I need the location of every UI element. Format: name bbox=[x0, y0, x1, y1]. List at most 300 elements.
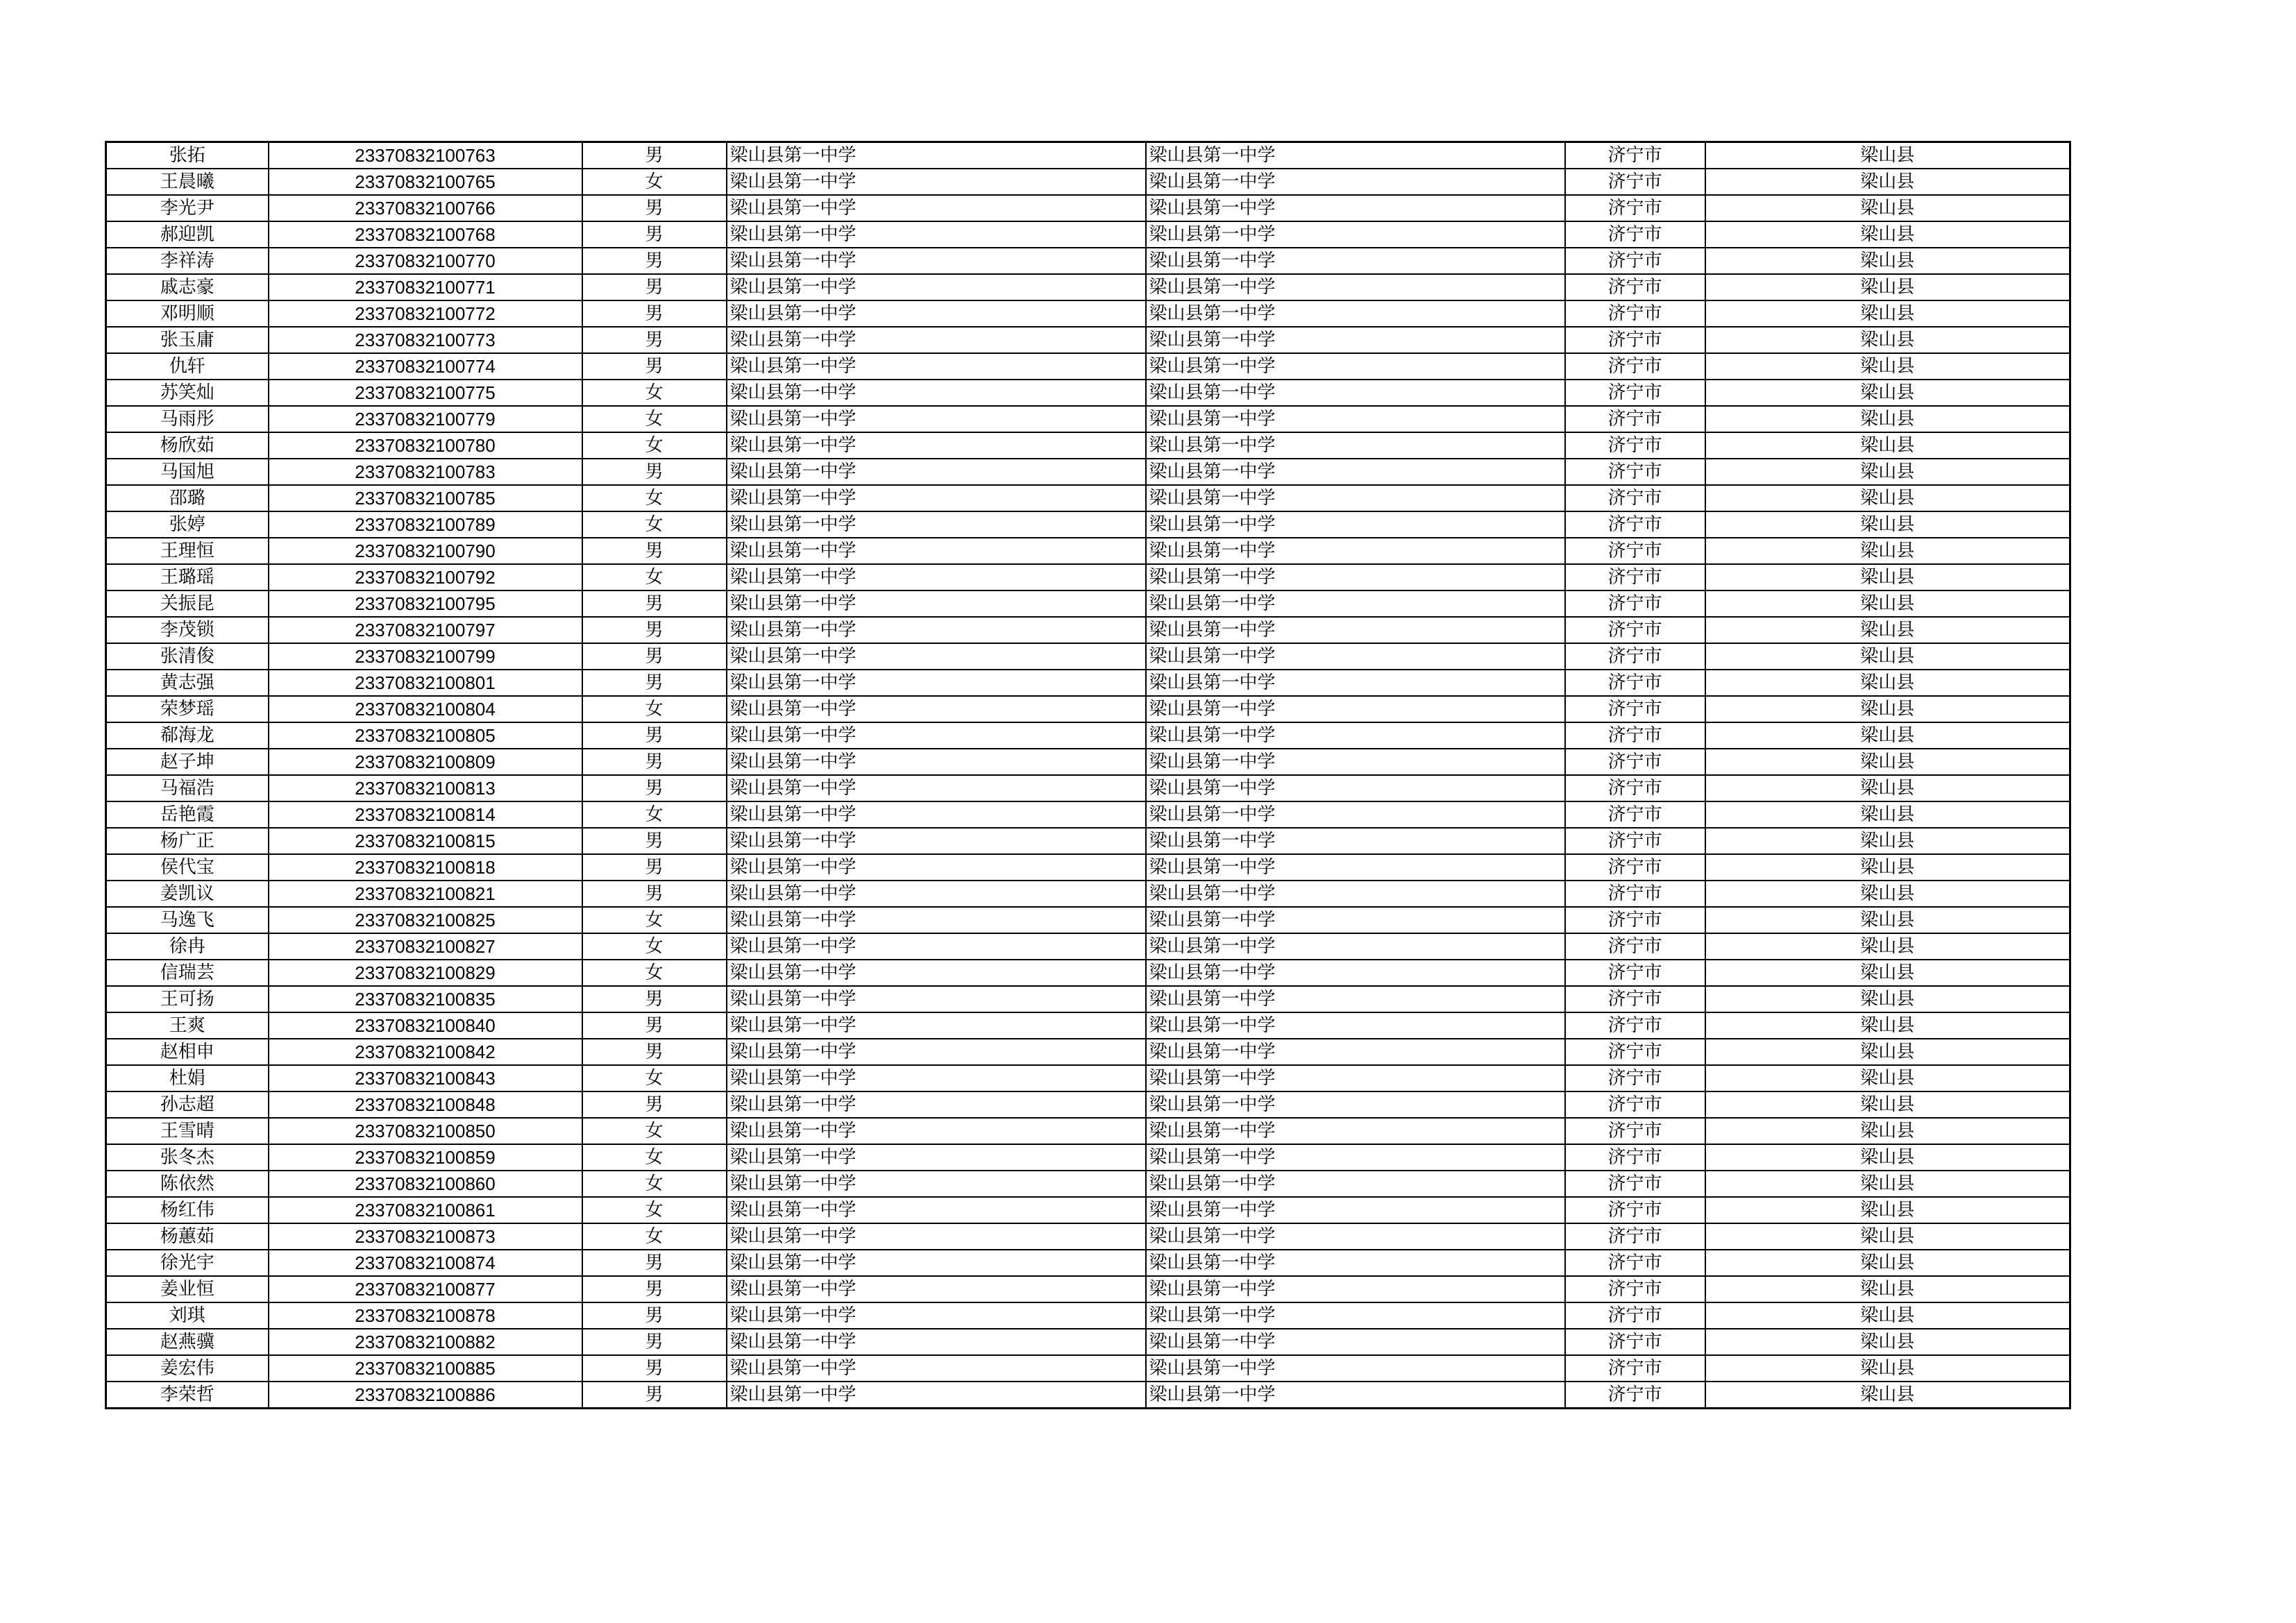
gender-cell: 男 bbox=[582, 643, 727, 670]
county-cell: 梁山县 bbox=[1705, 1065, 2070, 1091]
name-cell: 姜凯议 bbox=[106, 881, 269, 907]
school-cell: 梁山县第一中学 bbox=[727, 564, 1146, 590]
name-cell: 信瑞芸 bbox=[106, 960, 269, 986]
exam-id-cell: 23370832100859 bbox=[269, 1144, 582, 1171]
school-cell: 梁山县第一中学 bbox=[727, 511, 1146, 538]
school-cell: 梁山县第一中学 bbox=[727, 142, 1146, 169]
gender-cell: 男 bbox=[582, 722, 727, 749]
city-cell: 济宁市 bbox=[1565, 801, 1705, 828]
name-cell: 陈依然 bbox=[106, 1171, 269, 1197]
school-cell: 梁山县第一中学 bbox=[727, 1250, 1146, 1276]
city-cell: 济宁市 bbox=[1565, 327, 1705, 353]
county-cell: 梁山县 bbox=[1705, 221, 2070, 248]
county-cell: 梁山县 bbox=[1705, 459, 2070, 485]
registered-school-cell: 梁山县第一中学 bbox=[1146, 564, 1565, 590]
name-cell: 徐光宇 bbox=[106, 1250, 269, 1276]
name-cell: 王可扬 bbox=[106, 986, 269, 1012]
name-cell: 张冬杰 bbox=[106, 1144, 269, 1171]
exam-id-cell: 23370832100790 bbox=[269, 538, 582, 564]
school-cell: 梁山县第一中学 bbox=[727, 1276, 1146, 1302]
registered-school-cell: 梁山县第一中学 bbox=[1146, 274, 1565, 300]
table-row bbox=[106, 564, 2070, 590]
name-cell: 马逸飞 bbox=[106, 907, 269, 933]
city-cell: 济宁市 bbox=[1565, 881, 1705, 907]
gender-cell: 男 bbox=[582, 775, 727, 801]
city-cell: 济宁市 bbox=[1565, 590, 1705, 617]
name-cell: 刘琪 bbox=[106, 1302, 269, 1329]
gender-cell: 女 bbox=[582, 907, 727, 933]
registered-school-cell: 梁山县第一中学 bbox=[1146, 854, 1565, 881]
gender-cell: 女 bbox=[582, 933, 727, 960]
school-cell: 梁山县第一中学 bbox=[727, 221, 1146, 248]
name-cell: 邓明顺 bbox=[106, 300, 269, 327]
city-cell: 济宁市 bbox=[1565, 1223, 1705, 1250]
city-cell: 济宁市 bbox=[1565, 749, 1705, 775]
gender-cell: 女 bbox=[582, 1118, 727, 1144]
county-cell: 梁山县 bbox=[1705, 1144, 2070, 1171]
table-row bbox=[106, 511, 2070, 538]
table-row bbox=[106, 248, 2070, 274]
name-cell: 岳艳霞 bbox=[106, 801, 269, 828]
gender-cell: 男 bbox=[582, 195, 727, 221]
city-cell: 济宁市 bbox=[1565, 696, 1705, 722]
name-cell: 李荣哲 bbox=[106, 1382, 269, 1409]
city-cell: 济宁市 bbox=[1565, 1276, 1705, 1302]
exam-id-cell: 23370832100842 bbox=[269, 1039, 582, 1065]
school-cell: 梁山县第一中学 bbox=[727, 195, 1146, 221]
table-row bbox=[106, 986, 2070, 1012]
exam-id-cell: 23370832100885 bbox=[269, 1355, 582, 1382]
exam-id-cell: 23370832100818 bbox=[269, 854, 582, 881]
table-row bbox=[106, 670, 2070, 696]
gender-cell: 女 bbox=[582, 511, 727, 538]
gender-cell: 男 bbox=[582, 854, 727, 881]
gender-cell: 女 bbox=[582, 406, 727, 432]
city-cell: 济宁市 bbox=[1565, 459, 1705, 485]
name-cell: 赵相申 bbox=[106, 1039, 269, 1065]
city-cell: 济宁市 bbox=[1565, 432, 1705, 459]
name-cell: 王璐瑶 bbox=[106, 564, 269, 590]
registered-school-cell: 梁山县第一中学 bbox=[1146, 722, 1565, 749]
gender-cell: 女 bbox=[582, 1197, 727, 1223]
exam-id-cell: 23370832100795 bbox=[269, 590, 582, 617]
name-cell: 赵燕骥 bbox=[106, 1329, 269, 1355]
county-cell: 梁山县 bbox=[1705, 617, 2070, 643]
exam-id-cell: 23370832100804 bbox=[269, 696, 582, 722]
name-cell: 关振昆 bbox=[106, 590, 269, 617]
name-cell: 郝迎凯 bbox=[106, 221, 269, 248]
table-row bbox=[106, 1039, 2070, 1065]
city-cell: 济宁市 bbox=[1565, 1302, 1705, 1329]
name-cell: 张婷 bbox=[106, 511, 269, 538]
registered-school-cell: 梁山县第一中学 bbox=[1146, 1329, 1565, 1355]
gender-cell: 男 bbox=[582, 1276, 727, 1302]
name-cell: 侯代宝 bbox=[106, 854, 269, 881]
city-cell: 济宁市 bbox=[1565, 643, 1705, 670]
name-cell: 李祥涛 bbox=[106, 248, 269, 274]
city-cell: 济宁市 bbox=[1565, 1329, 1705, 1355]
school-cell: 梁山县第一中学 bbox=[727, 1329, 1146, 1355]
exam-id-cell: 23370832100792 bbox=[269, 564, 582, 590]
registered-school-cell: 梁山县第一中学 bbox=[1146, 1144, 1565, 1171]
exam-id-cell: 23370832100843 bbox=[269, 1065, 582, 1091]
table-row bbox=[106, 617, 2070, 643]
gender-cell: 男 bbox=[582, 1382, 727, 1409]
registered-school-cell: 梁山县第一中学 bbox=[1146, 881, 1565, 907]
exam-id-cell: 23370832100873 bbox=[269, 1223, 582, 1250]
table-row bbox=[106, 590, 2070, 617]
table-row bbox=[106, 933, 2070, 960]
county-cell: 梁山县 bbox=[1705, 1250, 2070, 1276]
table-row bbox=[106, 907, 2070, 933]
table-row bbox=[106, 881, 2070, 907]
table-row bbox=[106, 1144, 2070, 1171]
registered-school-cell: 梁山县第一中学 bbox=[1146, 195, 1565, 221]
registered-school-cell: 梁山县第一中学 bbox=[1146, 1012, 1565, 1039]
gender-cell: 男 bbox=[582, 300, 727, 327]
school-cell: 梁山县第一中学 bbox=[727, 986, 1146, 1012]
student-table bbox=[105, 141, 2071, 1409]
city-cell: 济宁市 bbox=[1565, 221, 1705, 248]
table-row bbox=[106, 353, 2070, 380]
county-cell: 梁山县 bbox=[1705, 1223, 2070, 1250]
county-cell: 梁山县 bbox=[1705, 933, 2070, 960]
city-cell: 济宁市 bbox=[1565, 1091, 1705, 1118]
school-cell: 梁山县第一中学 bbox=[727, 538, 1146, 564]
county-cell: 梁山县 bbox=[1705, 1171, 2070, 1197]
county-cell: 梁山县 bbox=[1705, 1355, 2070, 1382]
gender-cell: 男 bbox=[582, 670, 727, 696]
city-cell: 济宁市 bbox=[1565, 195, 1705, 221]
registered-school-cell: 梁山县第一中学 bbox=[1146, 933, 1565, 960]
county-cell: 梁山县 bbox=[1705, 854, 2070, 881]
school-cell: 梁山县第一中学 bbox=[727, 1091, 1146, 1118]
table-row bbox=[106, 1276, 2070, 1302]
school-cell: 梁山县第一中学 bbox=[727, 1039, 1146, 1065]
registered-school-cell: 梁山县第一中学 bbox=[1146, 406, 1565, 432]
school-cell: 梁山县第一中学 bbox=[727, 169, 1146, 195]
city-cell: 济宁市 bbox=[1565, 960, 1705, 986]
gender-cell: 男 bbox=[582, 142, 727, 169]
name-cell: 王晨曦 bbox=[106, 169, 269, 195]
city-cell: 济宁市 bbox=[1565, 1171, 1705, 1197]
table-row bbox=[106, 801, 2070, 828]
city-cell: 济宁市 bbox=[1565, 406, 1705, 432]
school-cell: 梁山县第一中学 bbox=[727, 933, 1146, 960]
county-cell: 梁山县 bbox=[1705, 696, 2070, 722]
table-row bbox=[106, 775, 2070, 801]
name-cell: 孙志超 bbox=[106, 1091, 269, 1118]
table-row bbox=[106, 1197, 2070, 1223]
school-cell: 梁山县第一中学 bbox=[727, 1144, 1146, 1171]
name-cell: 李茂锁 bbox=[106, 617, 269, 643]
school-cell: 梁山县第一中学 bbox=[727, 696, 1146, 722]
registered-school-cell: 梁山县第一中学 bbox=[1146, 749, 1565, 775]
city-cell: 济宁市 bbox=[1565, 142, 1705, 169]
city-cell: 济宁市 bbox=[1565, 1250, 1705, 1276]
county-cell: 梁山县 bbox=[1705, 1091, 2070, 1118]
city-cell: 济宁市 bbox=[1565, 1382, 1705, 1409]
registered-school-cell: 梁山县第一中学 bbox=[1146, 1118, 1565, 1144]
city-cell: 济宁市 bbox=[1565, 380, 1705, 406]
table-row bbox=[106, 327, 2070, 353]
city-cell: 济宁市 bbox=[1565, 538, 1705, 564]
city-cell: 济宁市 bbox=[1565, 1039, 1705, 1065]
exam-id-cell: 23370832100775 bbox=[269, 380, 582, 406]
name-cell: 杨欣茹 bbox=[106, 432, 269, 459]
gender-cell: 男 bbox=[582, 1250, 727, 1276]
exam-id-cell: 23370832100799 bbox=[269, 643, 582, 670]
name-cell: 姜业恒 bbox=[106, 1276, 269, 1302]
gender-cell: 男 bbox=[582, 1302, 727, 1329]
exam-id-cell: 23370832100878 bbox=[269, 1302, 582, 1329]
registered-school-cell: 梁山县第一中学 bbox=[1146, 1382, 1565, 1409]
exam-id-cell: 23370832100780 bbox=[269, 432, 582, 459]
table-row bbox=[106, 1118, 2070, 1144]
exam-id-cell: 23370832100821 bbox=[269, 881, 582, 907]
registered-school-cell: 梁山县第一中学 bbox=[1146, 801, 1565, 828]
school-cell: 梁山县第一中学 bbox=[727, 1382, 1146, 1409]
name-cell: 邵璐 bbox=[106, 485, 269, 511]
exam-id-cell: 23370832100768 bbox=[269, 221, 582, 248]
registered-school-cell: 梁山县第一中学 bbox=[1146, 617, 1565, 643]
registered-school-cell: 梁山县第一中学 bbox=[1146, 1355, 1565, 1382]
registered-school-cell: 梁山县第一中学 bbox=[1146, 1197, 1565, 1223]
county-cell: 梁山县 bbox=[1705, 353, 2070, 380]
table-row bbox=[106, 1065, 2070, 1091]
gender-cell: 男 bbox=[582, 828, 727, 854]
county-cell: 梁山县 bbox=[1705, 406, 2070, 432]
exam-id-cell: 23370832100861 bbox=[269, 1197, 582, 1223]
school-cell: 梁山县第一中学 bbox=[727, 300, 1146, 327]
registered-school-cell: 梁山县第一中学 bbox=[1146, 1302, 1565, 1329]
school-cell: 梁山县第一中学 bbox=[727, 775, 1146, 801]
county-cell: 梁山县 bbox=[1705, 432, 2070, 459]
city-cell: 济宁市 bbox=[1565, 617, 1705, 643]
county-cell: 梁山县 bbox=[1705, 1039, 2070, 1065]
registered-school-cell: 梁山县第一中学 bbox=[1146, 538, 1565, 564]
exam-id-cell: 23370832100789 bbox=[269, 511, 582, 538]
gender-cell: 男 bbox=[582, 274, 727, 300]
school-cell: 梁山县第一中学 bbox=[727, 459, 1146, 485]
registered-school-cell: 梁山县第一中学 bbox=[1146, 775, 1565, 801]
county-cell: 梁山县 bbox=[1705, 670, 2070, 696]
city-cell: 济宁市 bbox=[1565, 933, 1705, 960]
registered-school-cell: 梁山县第一中学 bbox=[1146, 511, 1565, 538]
city-cell: 济宁市 bbox=[1565, 1065, 1705, 1091]
county-cell: 梁山县 bbox=[1705, 169, 2070, 195]
exam-id-cell: 23370832100877 bbox=[269, 1276, 582, 1302]
gender-cell: 女 bbox=[582, 485, 727, 511]
gender-cell: 女 bbox=[582, 1065, 727, 1091]
name-cell: 仇轩 bbox=[106, 353, 269, 380]
county-cell: 梁山县 bbox=[1705, 248, 2070, 274]
table-row bbox=[106, 1223, 2070, 1250]
gender-cell: 男 bbox=[582, 881, 727, 907]
registered-school-cell: 梁山县第一中学 bbox=[1146, 327, 1565, 353]
name-cell: 杨广正 bbox=[106, 828, 269, 854]
registered-school-cell: 梁山县第一中学 bbox=[1146, 986, 1565, 1012]
school-cell: 梁山县第一中学 bbox=[727, 907, 1146, 933]
registered-school-cell: 梁山县第一中学 bbox=[1146, 1250, 1565, 1276]
exam-id-cell: 23370832100827 bbox=[269, 933, 582, 960]
registered-school-cell: 梁山县第一中学 bbox=[1146, 142, 1565, 169]
registered-school-cell: 梁山县第一中学 bbox=[1146, 432, 1565, 459]
city-cell: 济宁市 bbox=[1565, 300, 1705, 327]
city-cell: 济宁市 bbox=[1565, 1355, 1705, 1382]
table-row bbox=[106, 643, 2070, 670]
county-cell: 梁山县 bbox=[1705, 300, 2070, 327]
county-cell: 梁山县 bbox=[1705, 195, 2070, 221]
county-cell: 梁山县 bbox=[1705, 538, 2070, 564]
name-cell: 王理恒 bbox=[106, 538, 269, 564]
registered-school-cell: 梁山县第一中学 bbox=[1146, 380, 1565, 406]
school-cell: 梁山县第一中学 bbox=[727, 801, 1146, 828]
gender-cell: 男 bbox=[582, 353, 727, 380]
name-cell: 杨蕙茹 bbox=[106, 1223, 269, 1250]
exam-id-cell: 23370832100766 bbox=[269, 195, 582, 221]
gender-cell: 女 bbox=[582, 1171, 727, 1197]
school-cell: 梁山县第一中学 bbox=[727, 274, 1146, 300]
name-cell: 张清俊 bbox=[106, 643, 269, 670]
county-cell: 梁山县 bbox=[1705, 749, 2070, 775]
table-row bbox=[106, 960, 2070, 986]
registered-school-cell: 梁山县第一中学 bbox=[1146, 1091, 1565, 1118]
school-cell: 梁山县第一中学 bbox=[727, 248, 1146, 274]
table-row bbox=[106, 749, 2070, 775]
gender-cell: 男 bbox=[582, 986, 727, 1012]
school-cell: 梁山县第一中学 bbox=[727, 1012, 1146, 1039]
exam-id-cell: 23370832100829 bbox=[269, 960, 582, 986]
county-cell: 梁山县 bbox=[1705, 1276, 2070, 1302]
city-cell: 济宁市 bbox=[1565, 670, 1705, 696]
gender-cell: 女 bbox=[582, 1144, 727, 1171]
gender-cell: 男 bbox=[582, 1091, 727, 1118]
gender-cell: 男 bbox=[582, 617, 727, 643]
school-cell: 梁山县第一中学 bbox=[727, 881, 1146, 907]
name-cell: 马雨彤 bbox=[106, 406, 269, 432]
exam-id-cell: 23370832100814 bbox=[269, 801, 582, 828]
table-row bbox=[106, 854, 2070, 881]
gender-cell: 女 bbox=[582, 696, 727, 722]
city-cell: 济宁市 bbox=[1565, 986, 1705, 1012]
county-cell: 梁山县 bbox=[1705, 643, 2070, 670]
county-cell: 梁山县 bbox=[1705, 986, 2070, 1012]
gender-cell: 女 bbox=[582, 564, 727, 590]
school-cell: 梁山县第一中学 bbox=[727, 670, 1146, 696]
table-row bbox=[106, 828, 2070, 854]
table-body bbox=[106, 142, 2070, 1409]
school-cell: 梁山县第一中学 bbox=[727, 432, 1146, 459]
county-cell: 梁山县 bbox=[1705, 960, 2070, 986]
school-cell: 梁山县第一中学 bbox=[727, 1197, 1146, 1223]
gender-cell: 男 bbox=[582, 1355, 727, 1382]
registered-school-cell: 梁山县第一中学 bbox=[1146, 1065, 1565, 1091]
city-cell: 济宁市 bbox=[1565, 1118, 1705, 1144]
name-cell: 荣梦瑶 bbox=[106, 696, 269, 722]
exam-id-cell: 23370832100848 bbox=[269, 1091, 582, 1118]
registered-school-cell: 梁山县第一中学 bbox=[1146, 221, 1565, 248]
county-cell: 梁山县 bbox=[1705, 564, 2070, 590]
name-cell: 王爽 bbox=[106, 1012, 269, 1039]
city-cell: 济宁市 bbox=[1565, 564, 1705, 590]
gender-cell: 男 bbox=[582, 459, 727, 485]
exam-id-cell: 23370832100886 bbox=[269, 1382, 582, 1409]
exam-id-cell: 23370832100840 bbox=[269, 1012, 582, 1039]
school-cell: 梁山县第一中学 bbox=[727, 406, 1146, 432]
school-cell: 梁山县第一中学 bbox=[727, 960, 1146, 986]
name-cell: 李光尹 bbox=[106, 195, 269, 221]
exam-id-cell: 23370832100773 bbox=[269, 327, 582, 353]
table-row bbox=[106, 169, 2070, 195]
city-cell: 济宁市 bbox=[1565, 169, 1705, 195]
city-cell: 济宁市 bbox=[1565, 511, 1705, 538]
gender-cell: 男 bbox=[582, 327, 727, 353]
table-row bbox=[106, 380, 2070, 406]
registered-school-cell: 梁山县第一中学 bbox=[1146, 169, 1565, 195]
table-row bbox=[106, 1302, 2070, 1329]
county-cell: 梁山县 bbox=[1705, 801, 2070, 828]
county-cell: 梁山县 bbox=[1705, 380, 2070, 406]
exam-id-cell: 23370832100801 bbox=[269, 670, 582, 696]
registered-school-cell: 梁山县第一中学 bbox=[1146, 670, 1565, 696]
school-cell: 梁山县第一中学 bbox=[727, 854, 1146, 881]
gender-cell: 女 bbox=[582, 380, 727, 406]
table-row bbox=[106, 195, 2070, 221]
gender-cell: 女 bbox=[582, 432, 727, 459]
name-cell: 马国旭 bbox=[106, 459, 269, 485]
table-row bbox=[106, 538, 2070, 564]
registered-school-cell: 梁山县第一中学 bbox=[1146, 353, 1565, 380]
school-cell: 梁山县第一中学 bbox=[727, 1302, 1146, 1329]
county-cell: 梁山县 bbox=[1705, 722, 2070, 749]
gender-cell: 男 bbox=[582, 590, 727, 617]
exam-id-cell: 23370832100779 bbox=[269, 406, 582, 432]
school-cell: 梁山县第一中学 bbox=[727, 353, 1146, 380]
school-cell: 梁山县第一中学 bbox=[727, 590, 1146, 617]
gender-cell: 男 bbox=[582, 538, 727, 564]
county-cell: 梁山县 bbox=[1705, 142, 2070, 169]
county-cell: 梁山县 bbox=[1705, 1197, 2070, 1223]
county-cell: 梁山县 bbox=[1705, 511, 2070, 538]
exam-id-cell: 23370832100772 bbox=[269, 300, 582, 327]
city-cell: 济宁市 bbox=[1565, 248, 1705, 274]
exam-id-cell: 23370832100860 bbox=[269, 1171, 582, 1197]
county-cell: 梁山县 bbox=[1705, 907, 2070, 933]
gender-cell: 男 bbox=[582, 1039, 727, 1065]
exam-id-cell: 23370832100771 bbox=[269, 274, 582, 300]
exam-id-cell: 23370832100770 bbox=[269, 248, 582, 274]
city-cell: 济宁市 bbox=[1565, 274, 1705, 300]
table-row bbox=[106, 485, 2070, 511]
table-row bbox=[106, 696, 2070, 722]
registered-school-cell: 梁山县第一中学 bbox=[1146, 1276, 1565, 1302]
gender-cell: 女 bbox=[582, 801, 727, 828]
table-row bbox=[106, 274, 2070, 300]
city-cell: 济宁市 bbox=[1565, 1012, 1705, 1039]
school-cell: 梁山县第一中学 bbox=[727, 1171, 1146, 1197]
registered-school-cell: 梁山县第一中学 bbox=[1146, 459, 1565, 485]
registered-school-cell: 梁山县第一中学 bbox=[1146, 485, 1565, 511]
exam-id-cell: 23370832100850 bbox=[269, 1118, 582, 1144]
registered-school-cell: 梁山县第一中学 bbox=[1146, 590, 1565, 617]
school-cell: 梁山县第一中学 bbox=[727, 380, 1146, 406]
school-cell: 梁山县第一中学 bbox=[727, 643, 1146, 670]
registered-school-cell: 梁山县第一中学 bbox=[1146, 1171, 1565, 1197]
county-cell: 梁山县 bbox=[1705, 828, 2070, 854]
city-cell: 济宁市 bbox=[1565, 1144, 1705, 1171]
table-row bbox=[106, 221, 2070, 248]
